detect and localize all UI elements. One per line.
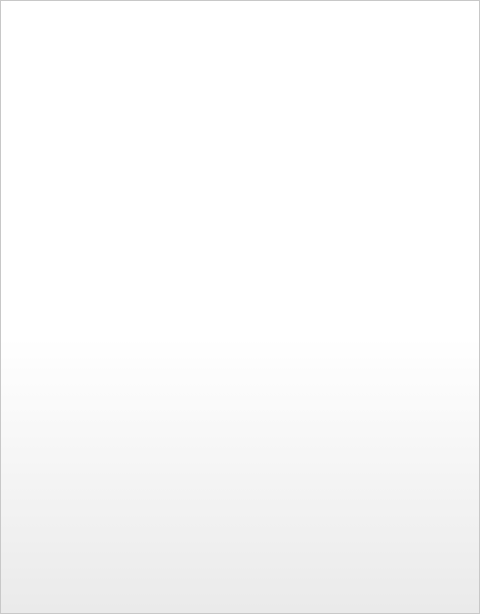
pie-chart [1, 1, 479, 261]
